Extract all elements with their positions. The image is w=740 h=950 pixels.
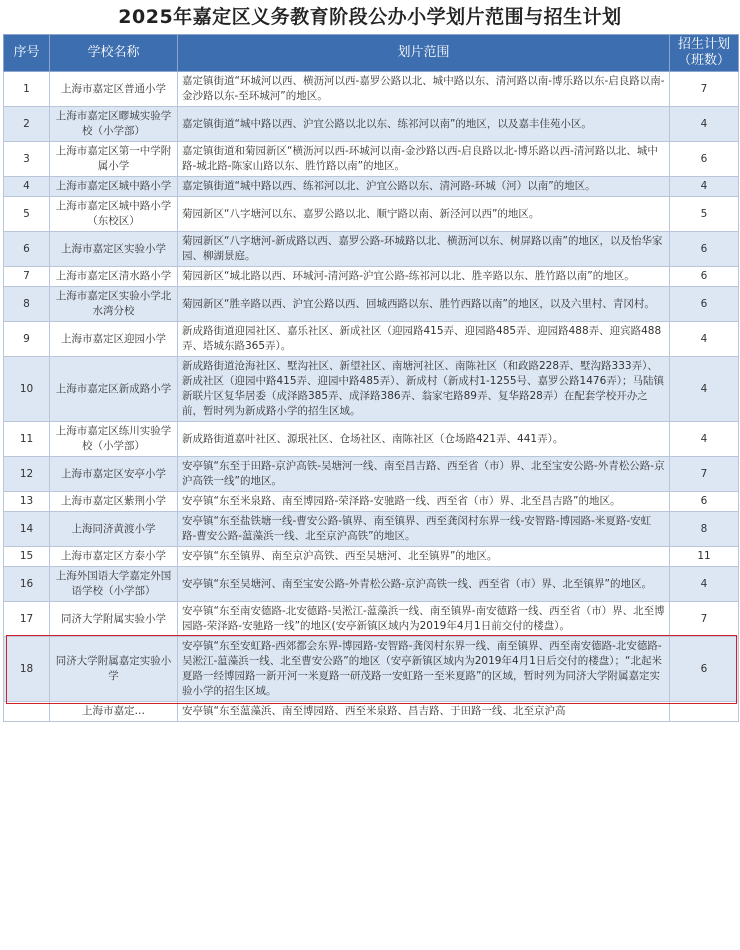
- table-row: [4, 702, 739, 722]
- row-quota: 5: [670, 197, 739, 232]
- table-row: [4, 72, 739, 107]
- table-row: [4, 267, 739, 287]
- row-school-name: 上海市嘉定区实验小学: [50, 232, 178, 267]
- row-range: 菊园新区“胜辛路以西、沪宜公路以西、回城西路以东、胜竹西路以南”的地区，以及六里村、青冈村。: [178, 287, 670, 322]
- row-quota: 6: [670, 287, 739, 322]
- row-range: 菊园新区“城北路以西、环城河-清河路-沪宜公路-练祁河以北、胜辛路以东、胜竹路以南”的地区。: [178, 267, 670, 287]
- row-range: 安亭镇“东至于田路-京沪高铁-吴塘河一线、南至昌吉路、西至省（市）界、北至宝安公路-外青松公路-京沪高铁一线”的地区。: [178, 457, 670, 492]
- row-index: 14: [4, 512, 50, 547]
- row-school-name: 上海市嘉定区安亭小学: [50, 457, 178, 492]
- row-school-name: 上海市嘉定区清水路小学: [50, 267, 178, 287]
- row-school-name: 上海市嘉定区方泰小学: [50, 547, 178, 567]
- row-quota: 6: [670, 637, 739, 702]
- table-row: [4, 457, 739, 492]
- page-title: 2025年嘉定区义务教育阶段公办小学划片范围与招生计划: [118, 6, 622, 28]
- row-quota: 8: [670, 512, 739, 547]
- row-school-name: 上海市嘉定区练川实验学校（小学部）: [50, 422, 178, 457]
- row-index: 18: [4, 637, 50, 702]
- table-body: [4, 72, 739, 722]
- row-range: 新成路街道沧海社区、墅沟社区、新望社区、南塘河社区、南陈社区（和政路228弄、墅沟路333弄）、新成社区（迎园中路415弄、迎园中路485弄）、新成村（新成村1-1255号、嘉罗公路1476弄）；马陆镇新联片区复华居委（成泽路385弄、成泽路386弄、翁家宅路89弄、复华路28弄）在配套学校开办之前，暂时列为新成路小学的招生区域。: [178, 357, 670, 422]
- row-quota: 4: [670, 422, 739, 457]
- row-range: 安亭镇“东至南安德路-北安德路-吴淞江-蕰藻浜一线、南至镇界-南安德路一线、西至省（市）界、北至博园路-荣泽路-安驰路一线”的地区(安亭新镇区域内为2019年4月1日前交付的楼盘）。: [178, 602, 670, 637]
- row-school-name: 上海市嘉定…: [50, 702, 178, 722]
- table-row: [4, 357, 739, 422]
- row-quota: 6: [670, 232, 739, 267]
- row-index: 3: [4, 142, 50, 177]
- row-range: 嘉定镇街道“城中路以西、沪宜公路以北以东、练祁河以南”的地区，以及嘉丰佳苑小区。: [178, 107, 670, 142]
- table-row: [4, 567, 739, 602]
- row-range: 安亭镇“东至镇界、南至京沪高铁、西至吴塘河、北至镇界”的地区。: [178, 547, 670, 567]
- row-index: 9: [4, 322, 50, 357]
- table-row: [4, 197, 739, 232]
- table-row: [4, 177, 739, 197]
- row-range: 嘉定镇街道“城中路以西、练祁河以北、沪宜公路以东、清河路-环城（河）以南”的地区。: [178, 177, 670, 197]
- row-range: 安亭镇“东至盐铁塘一线-曹安公路-镇界、南至镇界、西至龚闵村东界一线-安智路-博园路-米夏路-安虹路-曹安公路-蕰藻浜一线、北至京沪高铁”的地区。: [178, 512, 670, 547]
- row-school-name: 上海市嘉定区疁城实验学校（小学部）: [50, 107, 178, 142]
- row-index: 11: [4, 422, 50, 457]
- header-school-name: 学校名称: [50, 35, 178, 72]
- row-index: 2: [4, 107, 50, 142]
- table-row: [4, 232, 739, 267]
- row-quota: 6: [670, 267, 739, 287]
- row-quota: 7: [670, 602, 739, 637]
- row-quota: 6: [670, 492, 739, 512]
- row-range: 安亭镇“东至蕰藻浜、南至博园路、西至米泉路、昌吉路、于田路一线、北至京沪高: [178, 702, 670, 722]
- table-row: [4, 422, 739, 457]
- row-school-name: 上海市嘉定区城中路小学（东校区）: [50, 197, 178, 232]
- row-index: 7: [4, 267, 50, 287]
- table-row: [4, 492, 739, 512]
- row-quota: 7: [670, 457, 739, 492]
- row-school-name: 同济大学附属嘉定实验小学: [50, 637, 178, 702]
- row-school-name: 上海市嘉定区普通小学: [50, 72, 178, 107]
- row-school-name: 同济大学附属实验小学: [50, 602, 178, 637]
- table-row: [4, 322, 739, 357]
- table-row: [4, 142, 739, 177]
- row-range: 安亭镇“东至米泉路、南至博园路-荣泽路-安驰路一线、西至省（市）界、北至昌吉路”的地区。: [178, 492, 670, 512]
- table-row: [4, 107, 739, 142]
- row-quota: 4: [670, 357, 739, 422]
- row-quota: [670, 702, 739, 722]
- row-index: 10: [4, 357, 50, 422]
- row-range: 安亭镇“东至安虹路-西郊都会东界-博园路-安智路-龚闵村东界一线、南至镇界、西至南安德路-北安德路-吴淞江-蕰藻浜一线、北至曹安公路”的地区（安亭新镇区域内为2019年4月1日后交付的楼盘）；“北起米夏路一经博园路一新开河一米夏路一研茂路一安虹路一至米夏路”的区域，暂时列为同济大学附属嘉定实验小学的招生区域。: [178, 637, 670, 702]
- row-range: 安亭镇“东至吴塘河、南至宝安公路-外青松公路-京沪高铁一线、西至省（市）界、北至镇界”的地区。: [178, 567, 670, 602]
- row-school-name: 上海市嘉定区紫荆小学: [50, 492, 178, 512]
- row-index: 6: [4, 232, 50, 267]
- row-school-name: 上海市嘉定区新成路小学: [50, 357, 178, 422]
- row-index: 12: [4, 457, 50, 492]
- row-school-name: 上海市嘉定区迎园小学: [50, 322, 178, 357]
- header-idx: 序号: [4, 35, 50, 72]
- table-row: [4, 637, 739, 702]
- row-quota: 11: [670, 547, 739, 567]
- row-quota: 4: [670, 177, 739, 197]
- row-quota: 7: [670, 72, 739, 107]
- header-quota: 招生计划（班数）: [670, 35, 739, 72]
- row-index: 17: [4, 602, 50, 637]
- row-quota: 6: [670, 142, 739, 177]
- row-range: 菊园新区“八字塘河-新成路以西、嘉罗公路-环城路以北、横沥河以东、树屏路以南”的地区，以及怡华家园、柳湖景庭。: [178, 232, 670, 267]
- table-row: [4, 287, 739, 322]
- row-index: [4, 702, 50, 722]
- row-range: 菊园新区“八字塘河以东、嘉罗公路以北、顺宁路以南、新泾河以西”的地区。: [178, 197, 670, 232]
- row-school-name: 上海市嘉定区第一中学附属小学: [50, 142, 178, 177]
- table-row: [4, 512, 739, 547]
- row-range: 嘉定镇街道“环城河以西、横沥河以西-嘉罗公路以北、城中路以东、清河路以南-博乐路以东-启良路以南-金沙路以东-至环城河”的地区。: [178, 72, 670, 107]
- row-index: 8: [4, 287, 50, 322]
- row-school-name: 上海外国语大学嘉定外国语学校（小学部）: [50, 567, 178, 602]
- row-index: 5: [4, 197, 50, 232]
- table-row: [4, 547, 739, 567]
- table-header-row: [4, 35, 739, 72]
- row-quota: 4: [670, 567, 739, 602]
- row-school-name: 上海市嘉定区城中路小学: [50, 177, 178, 197]
- row-index: 15: [4, 547, 50, 567]
- table-row: [4, 602, 739, 637]
- row-index: 13: [4, 492, 50, 512]
- row-index: 16: [4, 567, 50, 602]
- row-quota: 4: [670, 322, 739, 357]
- row-index: 1: [4, 72, 50, 107]
- header-range: 划片范围: [178, 35, 670, 72]
- row-range: 新成路街道嘉叶社区、源珉社区、仓场社区、南陈社区（仓场路421弄、441弄）。: [178, 422, 670, 457]
- enrollment-table: [3, 34, 739, 722]
- row-range: 嘉定镇街道和菊园新区“横沥河以西-环城河以南-金沙路以西-启良路以北-博乐路以西-清河路以北、城中路-城北路-陈家山路以东、胜竹路以南”的地区。: [178, 142, 670, 177]
- row-index: 4: [4, 177, 50, 197]
- row-school-name: 上海同济黄渡小学: [50, 512, 178, 547]
- row-quota: 4: [670, 107, 739, 142]
- row-range: 新成路街道迎园社区、嘉乐社区、新成社区（迎园路415弄、迎园路485弄、迎园路488弄、迎宾路488弄、塔城东路365弄）。: [178, 322, 670, 357]
- row-school-name: 上海市嘉定区实验小学北水湾分校: [50, 287, 178, 322]
